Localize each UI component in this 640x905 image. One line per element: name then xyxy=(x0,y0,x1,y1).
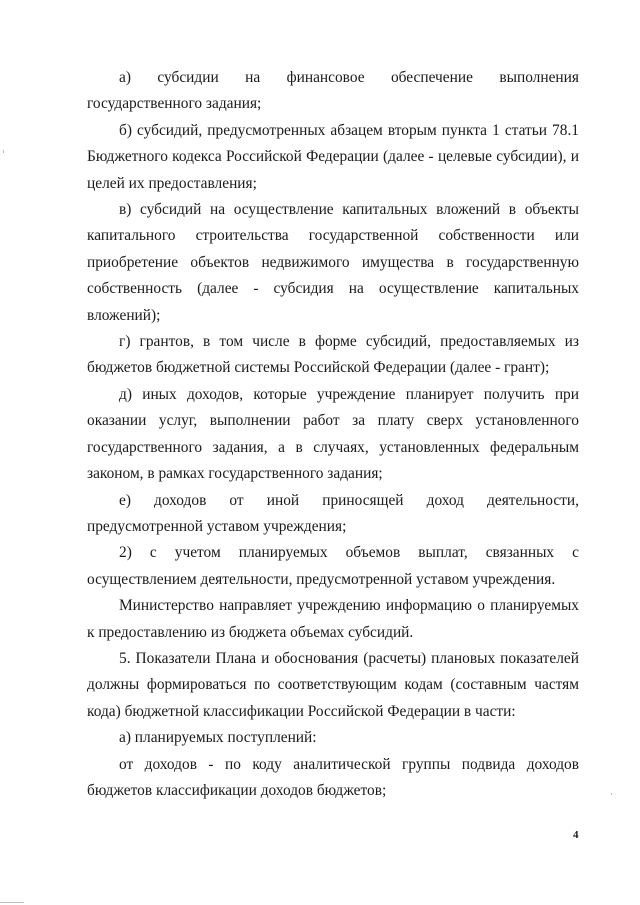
paragraph-subsidy-state-task: а) субсидии на финансовое обеспечение выполнения государственного задания; xyxy=(87,69,579,113)
bottom-scan-line xyxy=(0,902,24,903)
left-scan-mark xyxy=(3,150,4,153)
paragraph-grants: г) грантов, в том числе в форме субсидий, предоставляемых из бюджетов бюджетной системы Российской Федерации (далее - грант); xyxy=(87,333,579,377)
page-number: 4 xyxy=(573,829,579,841)
paragraph-capital-investment-subsidies: в) субсидий на осуществление капитальных вложений в объекты капитального строительства государственной собственности или приобретение объектов недвижимого имущества в государственную собственность (далее - субсидия на осуществление капитальных вложений); xyxy=(87,201,579,324)
paragraph-income-generating-activity: е) доходов от иной приносящей доход деятельности, предусмотренной уставом учреждения; xyxy=(87,491,579,535)
document-body xyxy=(87,65,579,804)
paragraph-ministry-information: Министерство направляет учреждению информацию о планируемых к предоставлению из бюджета объемах субсидий. xyxy=(87,597,579,641)
right-scan-mark xyxy=(611,793,612,795)
paragraph-planned-payments: 2) с учетом планируемых объемов выплат, связанных с осуществлением деятельности, предусмотренной уставом учреждения. xyxy=(87,544,579,588)
paragraph-target-subsidies: б) субсидий, предусмотренных абзацем вторым пункта 1 статьи 78.1 Бюджетного кодекса Российской Федерации (далее - целевые субсидии), и целей их предоставления; xyxy=(87,121,579,192)
paragraph-planned-receipts: а) планируемых поступлений: xyxy=(119,729,317,747)
paragraph-income-codes: от доходов - по коду аналитической группы подвида доходов бюджетов классификации доходов бюджетов; xyxy=(87,755,579,799)
paragraph-other-income: д) иных доходов, которые учреждение планирует получить при оказании услуг, выполнении работ за плату сверх установленного государственного задания, а в случаях, установленных федеральным законом, в рамках государственного задания; xyxy=(87,385,579,483)
paragraph-section-5: 5. Показатели Плана и обоснования (расчеты) плановых показателей должны формироваться по соответствующим кодам (составным частям кода) бюджетной классификации Российской Федерации в части: xyxy=(87,649,579,720)
